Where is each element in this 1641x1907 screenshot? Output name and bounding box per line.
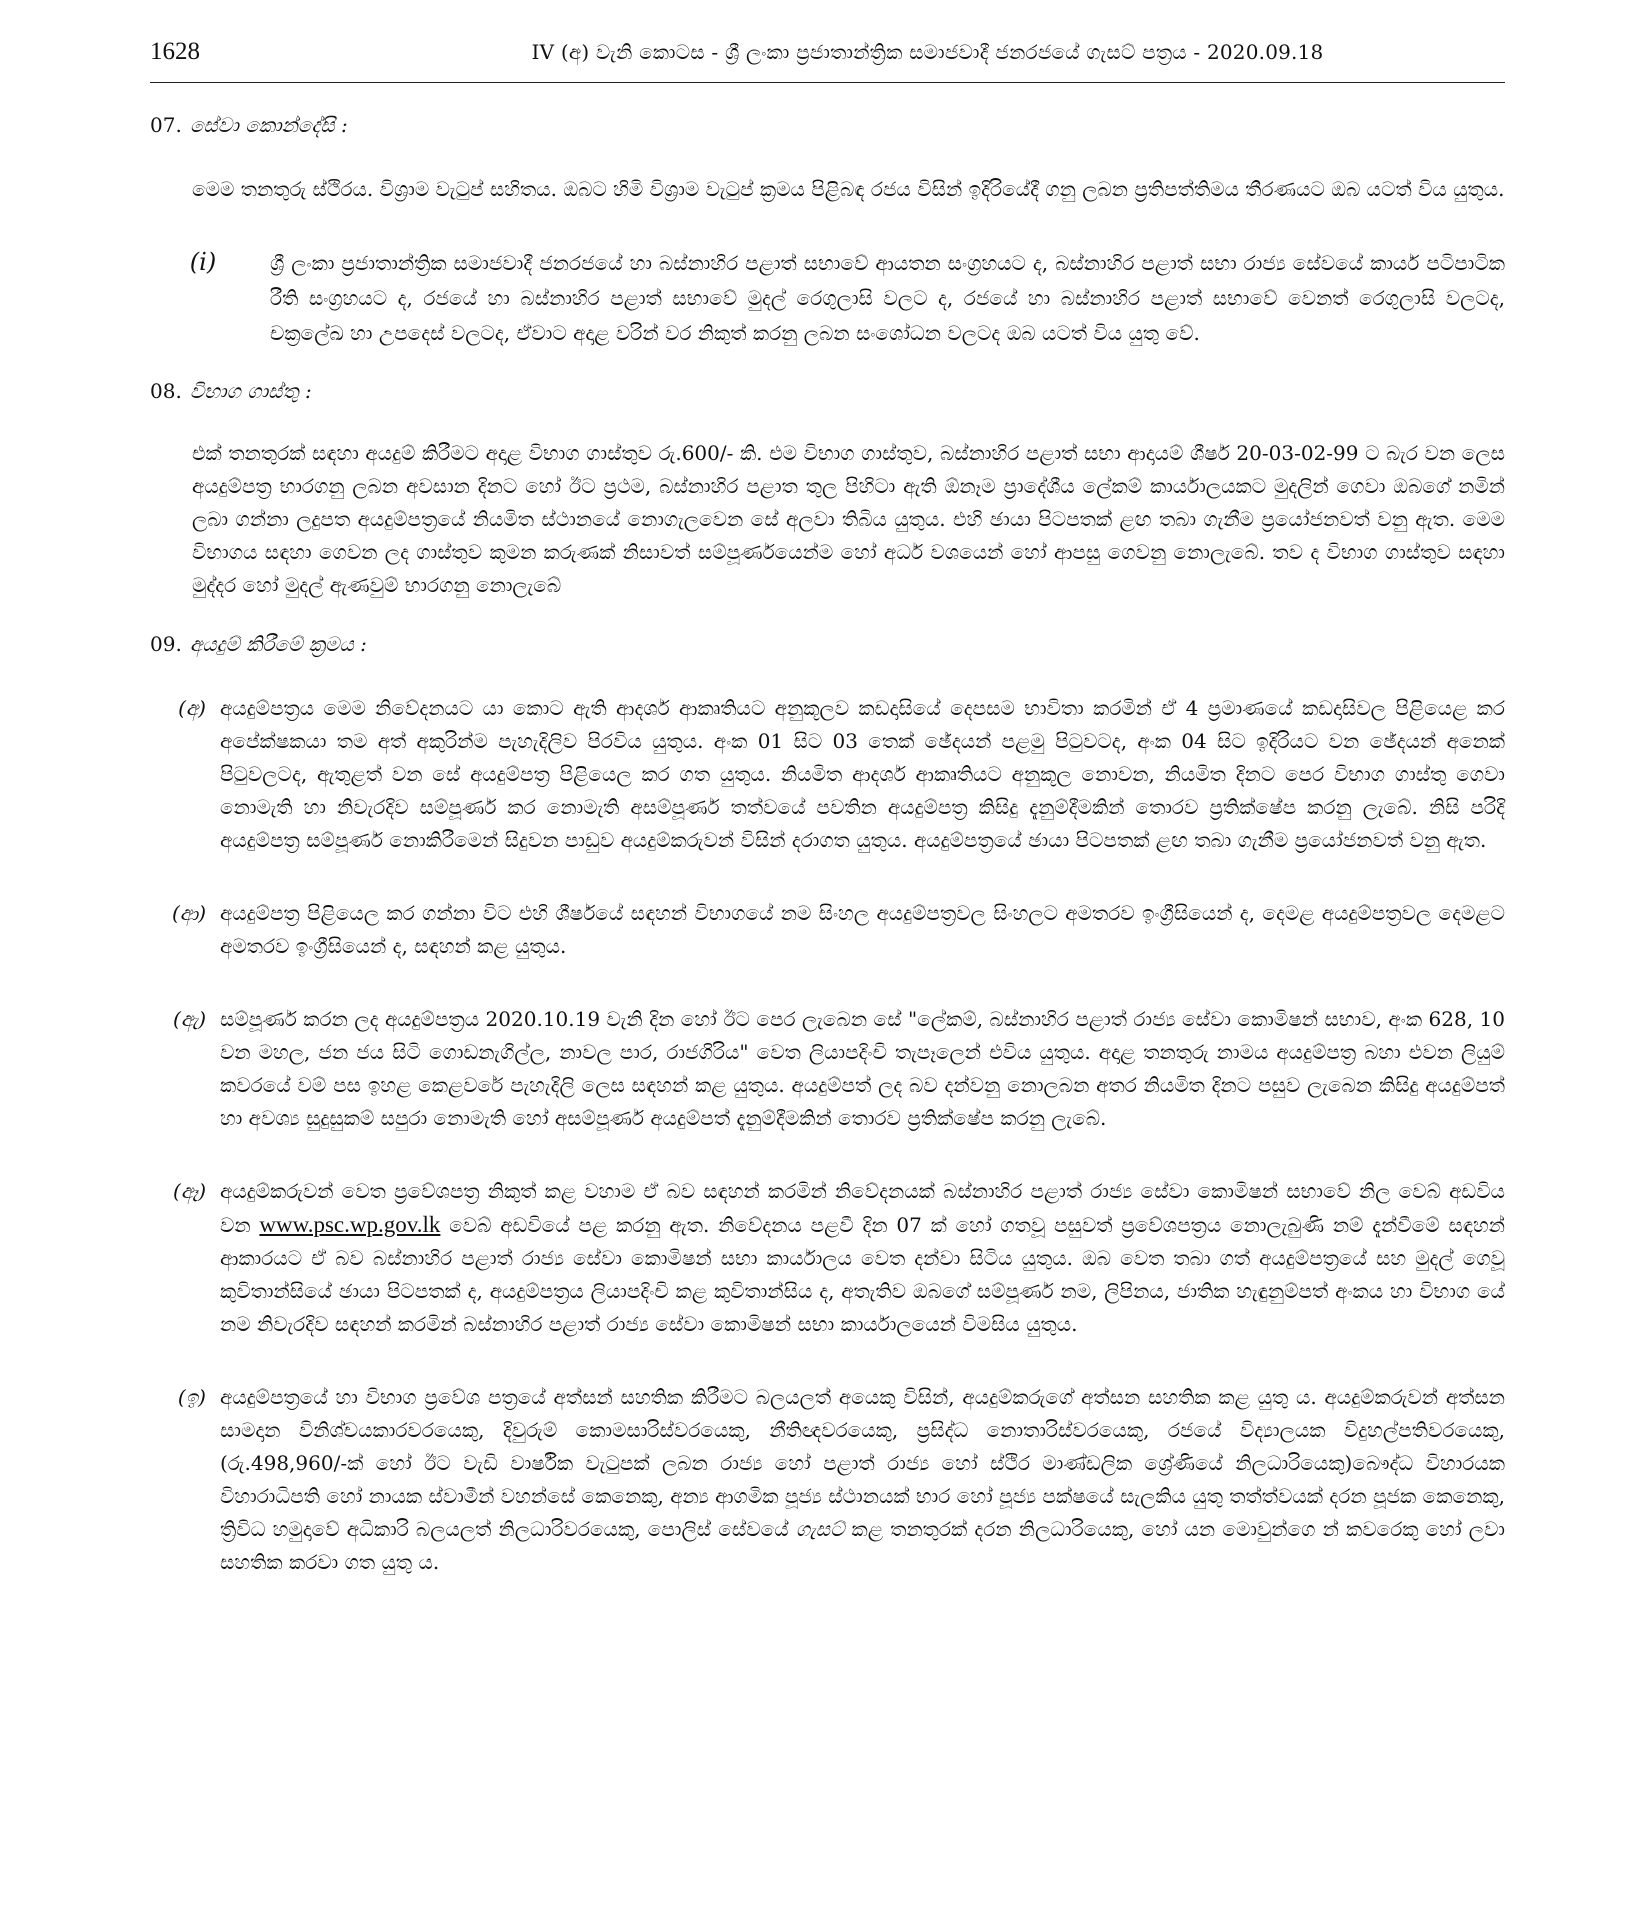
section-number: 09. [150, 632, 182, 656]
item-text: අයදුම්පත්‍ර පිළියෙල කර ගන්නා විට එහි ශීර්ෂයේ සඳහන් විභාගයේ නම සිංහල අයදුම්පත්‍රවල සිංහලට අමතරව ඉංග්‍රීසියෙන් ද, දෙමළ අයදුම්පත්‍රවල දෙමළට අමතරව ඉංග්‍රීසියෙන් ද, සඳහන් කළ යුතුය. [220, 901, 1505, 958]
item-text-part: අයදුම්කරුවන් වෙත ප්‍රවේශපත්‍ර නිකුත් කළ වහාම ඒ බව සඳහන් කරමින් නිවේදනයක් බස්නාහිර පළාත් රාජ්‍ය සේවා කොමිෂන් සභාවේ නිල වෙබ් අඩවිය වන [220, 1179, 1505, 1237]
section-09-item-a [150, 692, 1505, 857]
running-title: IV (අ) වැනි කොටස - ශ්‍රී ලංකා ප්‍රජාතාන්ත්‍රික සමාජවාදී ජනරජයේ ගැසට් පත්‍රය - 2020.09.18 [531, 40, 1324, 64]
section-number: 08. [150, 379, 182, 403]
section-09-item-ae [150, 1003, 1505, 1135]
section-09-item-aa [150, 897, 1505, 963]
item-text: අයදුම්පත්‍රය මෙම නිවේදනයට යා කොට ඇති ආදර්ශ ආකෘතියට අනුකූලව කඩදාසියේ දෙපසම භාවිතා කරමින් ඒ 4 ප්‍රමාණයේ කඩදාසිවල පිළියෙළ කර අපේක්ෂකයා තම අත් අකුරින්ම පැහැදිලිව පිරවිය යුතුය. අංක 01 සිට 03 තෙක් ඡේදයන් පළමු පිටුවටද, අංක 04 සිට ඉදිරියට වන ඡේදයන් අනෙක් පිටුවලටද, ඇතුළත් වන සේ අයදුම්පත්‍ර පිළියෙල කර ගත යුතුය. නියමිත ආදර්ශ ආකෘතියට අනුකූල නොවන, නියමිත දිනට පෙර විභාග ගාස්තු ගෙවා නොමැති හා නිවැරදිව සම්පූර්ණ කර නොමැති අසම්පූර්ණ තත්වයේ පවතින අයදුම්පත්‍ර කිසිදු දැනුම්දීමකින් තොරව ප්‍රතික්ෂේප කරනු ලැබේ. නිසි පරිදි අයදුම්පත්‍ර සම්පූර්ණ නොකිරීමෙන් සිදුවන පාඩුව අයදුම්කරුවන් විසින් දරාගත යුතුය. අයදුම්පත්‍රයේ ඡායා පිටපතක් ළඟ තබා ගැනීම ප්‍රයෝජනවත් වනු ඇත. [220, 696, 1505, 852]
section-07-paragraph: මෙම තනතුරු ස්ථිරය. විශ්‍රාම වැටුප් සහිතය. ඔබට හිමි විශ්‍රාම වැටුප් ක්‍රමය පිළිබඳ රජය විසින් ඉදිරියේදී ගනු ලබන ප්‍රතිපත්තිමය තීරණයට ඔබ යටත් විය යුතුය. [192, 177, 1505, 201]
section-09-item-i [150, 1381, 1505, 1579]
page-header [150, 28, 1505, 83]
section-09-item-aee [150, 1175, 1505, 1341]
section-08-paragraph: එක් තනතුරක් සඳහා අයදුම් කිරීමට අදාළ විභාග ගාස්තුව රු.600/- කි. එම විභාග ගාස්තුව, බස්නාහිර පළාත් සභා ආදායම් ශීර්ෂ 20-03-02-99 ට බැර වන ලෙස අයදුම්පත්‍ර භාරගනු ලබන අවසාන දිනට හෝ ඊට ප්‍රථම, බස්නාහිර පළාත තුල පිහිටා ඇති ඕනෑම ප්‍රාදේශීය ලේකම් කාර්යාලයකට මුදලින් ගෙවා ඔබගේ නමින් ලබා ගන්නා ලදුපත අයදුම්පත්‍රයේ නියමිත ස්ථානයේ නොගැලවෙන සේ අලවා තිබිය යුතුය. එහි ඡායා පිටපතක් ළඟ තබා ගැනීම ප්‍රයෝජනවත් වනු ඇත. මෙම විභාගය සඳහා ගෙවන ලද ගාස්තුව කුමන කරුණක් නිසාවත් සම්පූර්ණයෙන්ම හෝ අර්ධ වශයෙන් හෝ ආපසු ගෙවනු නොලැබේ. තව ද විභාග ගාස්තුව සඳහා මුද්දර හෝ මුදල් ඇණවුම් භාරගනු නොලැබේ [192, 441, 1505, 597]
item-label: (ඈ) [173, 1179, 206, 1203]
item-label: (ආ) [171, 901, 206, 925]
section-number: 07. [150, 113, 182, 137]
item-label: (ඇ) [173, 1007, 206, 1031]
gazette-page [150, 28, 1505, 1579]
page-number: 1628 [150, 38, 200, 65]
item-text-part: අයදුම්පත්‍රයේ හා විභාග ප්‍රවේශ පත්‍රයේ අත්සන් සහතික කිරීමට බලයලත් අයෙකු විසින්, අයදුම්කරුගේ අත්සන සහතික කළ යුතු ය. අයදුම්කරුවන් අත්සන සාමදාන විනිශ්චයකාරවරයෙකු, දිවුරුම් කොමසාරිස්වරයෙකු, නීතිඥවරයෙකු, ප්‍රසිද්ධ නොතාරිස්වරයෙකු, රජයේ විද්‍යාලයක විදුහල්පතිවරයෙකු, (රු.498,960/-ක් හෝ ඊට වැඩි වාර්ෂික වැටුපක් ලබන රාජ්‍ය හෝ පළාත් රාජ්‍ය හෝ ස්ථිර මාණ්ඩලික ශ්‍රේණියේ නිලධාරියෙකු)බෞද්ධ විහාරයක විහාරාධිපති හෝ නායක ස්වාමීන් වහන්සේ කෙනෙකු, අන්‍ය ආගමික පූජ්‍ය ස්ථානයක් භාර හෝ පූජ්‍ය පක්ෂයේ සැලකිය යුතු තත්ත්වයක් දරන පූජක කෙනෙකු, ත්‍රිවිධ හමුදාවේ අධිකාරි බලයලත් නිලධාරිවරයෙකු, පොලිස් සේවයේ [220, 1385, 1505, 1541]
section-09-heading [150, 632, 1505, 656]
section-title: අයදුම් කිරීමේ ක්‍රමය : [189, 632, 367, 656]
section-title: සේවා කොන්දේසි : [189, 113, 348, 137]
section-08-heading [150, 379, 1505, 403]
item-text [220, 1175, 1505, 1341]
item-text: ශ්‍රී ලංකා ප්‍රජාතාන්ත්‍රික සමාජවාදී ජනරජයේ හා බස්නාහිර පළාත් සභාවේ ආයතන සංග්‍රහයට ද, බස්නාහිර පළාත් සභා රාජ්‍ය සේවයේ කාර්ය පටිපාටික රීති සංග්‍රහයට ද, රජයේ හා බස්නාහිර පළාත් සභාවේ මුදල් රෙගුලාසි වලට ද, රජයේ හා බස්නාහිර පළාත් සභාවේ වෙනත් රෙගුලාසි වලටද, චක්‍රලේඛ හා උපදෙස් වලටද, ඒවාට අදාළ වරින් වර නිකුත් කරනු ලබන සංශෝධන වලටද ඔබ යටත් විය යුතු වේ. [270, 251, 1505, 345]
psc-website-link[interactable]: www.psc.wp.gov.lk [259, 1212, 441, 1237]
item-text: සම්පූර්ණ කරන ලද අයදුම්පත්‍රය 2020.10.19 වැනි දින හෝ ඊට පෙර ලැබෙන සේ "ලේකම්, බස්නාහිර පළාත් රාජ්‍ය සේවා කොමිෂන් සභාව, අංක 628, 10 වන මහල, ජන ජය සිටි ගොඩනැගිල්ල, නාවල පාර, රාජගිරිය" වෙත ලියාපදිංචි තැපෑලෙන් එවිය යුතුය. අදාළ තනතුරු නාමය අයදුම්පත්‍ර බහා එවන ලියුම් කවරයේ වම් පස ඉහළ කෙළවරේ පැහැදිලි ලෙස සඳහන් කළ යුතුය. අයදුම්පත් ලද බව දන්වනු නොලබන අතර නියමිත දිනට පසුව ලැබෙන කිසිදු අයදුම්පත් හා අවශ්‍ය සුදුසුකම් සපුරා නොමැති හෝ අසම්පූර්ණ අයදුම්පත් දැනුම්දීමකින් තොරව ප්‍රතික්ෂේප කරනු ලැබේ. [220, 1007, 1505, 1130]
section-07-heading [150, 113, 1505, 137]
item-text-part: වෙබ් අඩවියේ පළ කරනු ඇත. නිවේදනය පළවී දින 07 ක් හෝ ගතවූ පසුවත් ප්‍රවේශපත්‍රය නොලැබුණි නම් දැන්වීමේ සඳහන් ආකාරයට ඒ බව බස්නාහිර පළාත් රාජ්‍ය සේවා කොමිෂන් සභා කාර්යාලය වෙත දන්වා සිටිය යුතුය. ඔබ වෙත තබා ගත් අයදුම්පත්‍රයේ සහ මුදල් ගෙවූ කුවිතාන්සියේ ඡායා පිටපතක් ද, අයදුම්පත්‍රය ලියාපදිංචි කළ කුවිතාන්සිය ද, අතැතිව ඔබගේ සම්පූර්ණ නම, ලිපිනය, ජාතික හැඳුනුම්පත් අංකය හා විභාග යේ නම නිවැරදිව සඳහන් කරමින් බස්නාහිර පළාත් රාජ්‍ය සේවා කොමිෂන් සභා කාර්යාලයෙන් විමසිය යුතුය. [220, 1213, 1506, 1336]
item-label: (ඉ) [177, 1385, 206, 1409]
item-label: (i) [189, 248, 217, 276]
section-title: විභාග ගාස්තු : [189, 379, 312, 403]
item-text [220, 1381, 1505, 1579]
section-07-item-i [150, 246, 1505, 351]
item-text-part: කළ තනතුරක් දරන නිලධාරියෙකු, හෝ යන මොවුන්ගෙ න් කවරෙකු හෝ ලවා සහතික කරවා ගත යුතු ය. [220, 1517, 1505, 1574]
item-label: (අ) [178, 696, 206, 720]
gazette-italic-word: ගැසට් [795, 1517, 845, 1541]
